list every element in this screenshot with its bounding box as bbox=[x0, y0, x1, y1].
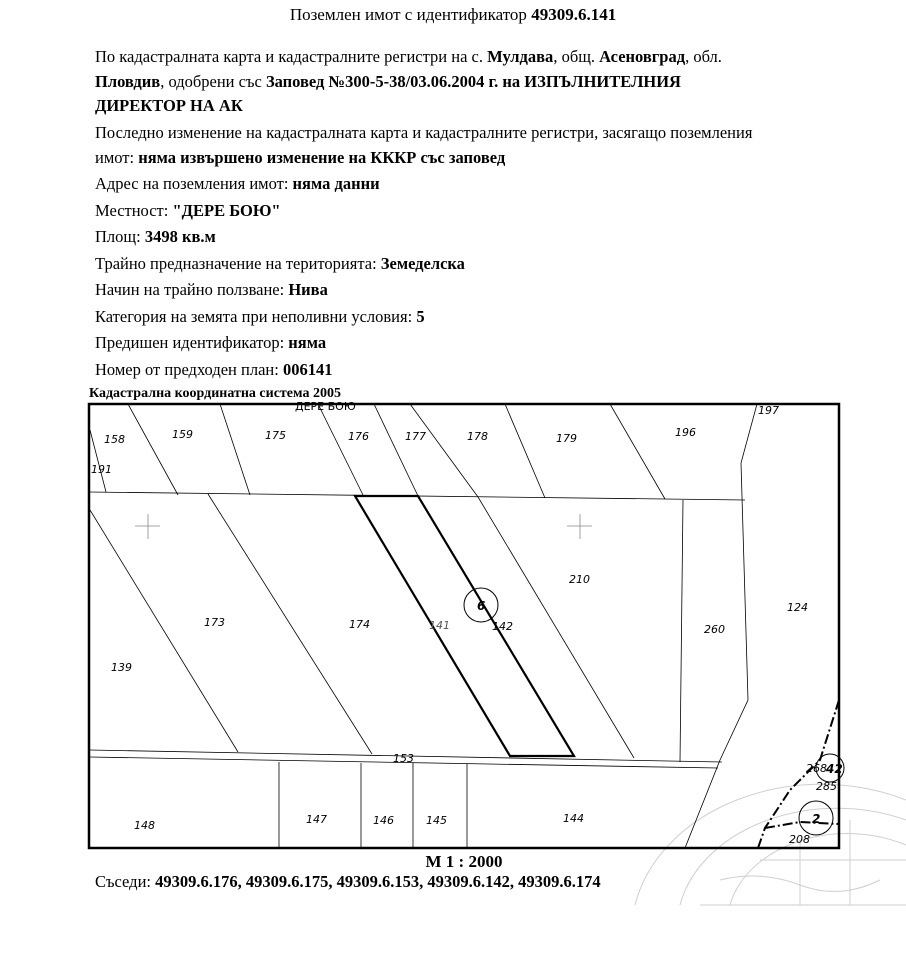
field-value: 5 bbox=[416, 307, 425, 326]
neighbors-label: Съседи: bbox=[95, 872, 156, 891]
field-label: Номер от предходен план: bbox=[95, 360, 283, 379]
field-value: няма данни bbox=[292, 174, 380, 193]
field-value: няма bbox=[288, 333, 327, 352]
last-change-label-2: имот: bbox=[95, 147, 139, 167]
parcel-label: 176 bbox=[348, 430, 369, 443]
field-value: Нива bbox=[288, 280, 328, 299]
last-change-value: няма извършено изменение на КККР със заповед bbox=[138, 147, 506, 167]
parcel-label: 175 bbox=[265, 429, 286, 442]
intro-text-1: По кадастралната карта и кадастралните регистри на с. bbox=[95, 47, 488, 66]
field-value: "ДЕРЕ БОЮ" bbox=[172, 201, 281, 220]
parcel-label: 179 bbox=[556, 432, 577, 445]
municipality-name: Асеновград bbox=[599, 47, 686, 66]
parcel-label: 196 bbox=[675, 426, 696, 439]
parcel-label: 124 bbox=[787, 601, 808, 614]
approval-order: Заповед №300-5-38/03.06.2004 г. на ИЗПЪЛНИТЕЛНИЯ bbox=[265, 71, 681, 91]
property-identifier: 49309.6.141 bbox=[531, 5, 617, 24]
last-change-label-1: Последно изменение на кадастралната карта и кадастралните регистри, засягащо поземления bbox=[95, 123, 753, 142]
field-value: 006141 bbox=[282, 360, 333, 379]
map-locality-label: ДЕРЕ БОЮ bbox=[295, 400, 356, 413]
map-scale: М 1 : 2000 bbox=[425, 852, 503, 871]
subject-parcel-outline bbox=[355, 496, 574, 756]
marker-number: 6 bbox=[477, 599, 486, 613]
parcel-label: 142 bbox=[492, 620, 513, 633]
field-label: Адрес на поземления имот: bbox=[95, 174, 293, 193]
parcel-label: 191 bbox=[91, 463, 112, 476]
parcel-label: 178 bbox=[467, 430, 488, 443]
field-value: 3498 кв.м bbox=[144, 227, 216, 246]
parcel-label: 210 bbox=[569, 573, 590, 586]
intro-text-2: , общ. bbox=[553, 47, 600, 66]
parcel-label: 148 bbox=[134, 819, 155, 832]
parcel-label: 158 bbox=[104, 433, 125, 446]
marker-number: 2 bbox=[812, 812, 821, 826]
parcel-label: 147 bbox=[306, 813, 327, 826]
parcel-label: 159 bbox=[172, 428, 193, 441]
field-label: Начин на трайно ползване: bbox=[95, 280, 289, 299]
parcel-label: 174 bbox=[349, 618, 370, 631]
parcel-lines bbox=[90, 404, 839, 848]
title-prefix: Поземлен имот с идентификатор bbox=[289, 5, 532, 24]
parcel-label: 208 bbox=[789, 833, 810, 846]
crosshair-icon bbox=[567, 514, 592, 539]
parcel-label: 144 bbox=[563, 812, 584, 825]
parcel-label: 285 bbox=[816, 780, 837, 793]
field-label: Местност: bbox=[95, 201, 173, 220]
region-name: Пловдив bbox=[95, 71, 161, 91]
neighbors-line bbox=[95, 872, 601, 892]
approval-order-line2: ДИРЕКТОР НА АК bbox=[95, 96, 243, 115]
parcel-label: 260 bbox=[704, 623, 725, 636]
field-value: Земеделска bbox=[380, 254, 465, 273]
field-label: Предишен идентификатор: bbox=[95, 333, 289, 352]
field-label: Трайно предназначение на територията: bbox=[95, 254, 381, 273]
parcel-label: 145 bbox=[426, 814, 447, 827]
parcel-label: 197 bbox=[758, 404, 779, 417]
intro-text-4: , одобрени със bbox=[160, 71, 266, 91]
parcel-label: 153 bbox=[393, 752, 414, 765]
parcel-label: 173 bbox=[204, 616, 225, 629]
parcel-label-subject: 141 bbox=[429, 619, 450, 632]
parcel-label: 146 bbox=[373, 814, 394, 827]
marker-number: 42 bbox=[826, 762, 843, 776]
field-label: Площ: bbox=[95, 227, 145, 246]
parcel-label: 177 bbox=[405, 430, 426, 443]
coordinate-system-label: Кадастрална координатна система 2005 bbox=[89, 386, 341, 401]
crosshair-icon bbox=[135, 514, 160, 539]
parcel-label: 268 bbox=[806, 762, 827, 775]
intro-text-3: , обл. bbox=[685, 47, 722, 66]
village-name: Мулдава bbox=[487, 47, 554, 66]
field-label: Категория на земята при неполивни условия: bbox=[95, 307, 417, 326]
neighbors-value: 49309.6.176, 49309.6.175, 49309.6.153, 49309.6.142, 49309.6.174 bbox=[155, 872, 601, 891]
globe-watermark-icon bbox=[635, 784, 906, 905]
map-frame bbox=[89, 404, 839, 848]
parcel-label: 139 bbox=[111, 661, 132, 674]
